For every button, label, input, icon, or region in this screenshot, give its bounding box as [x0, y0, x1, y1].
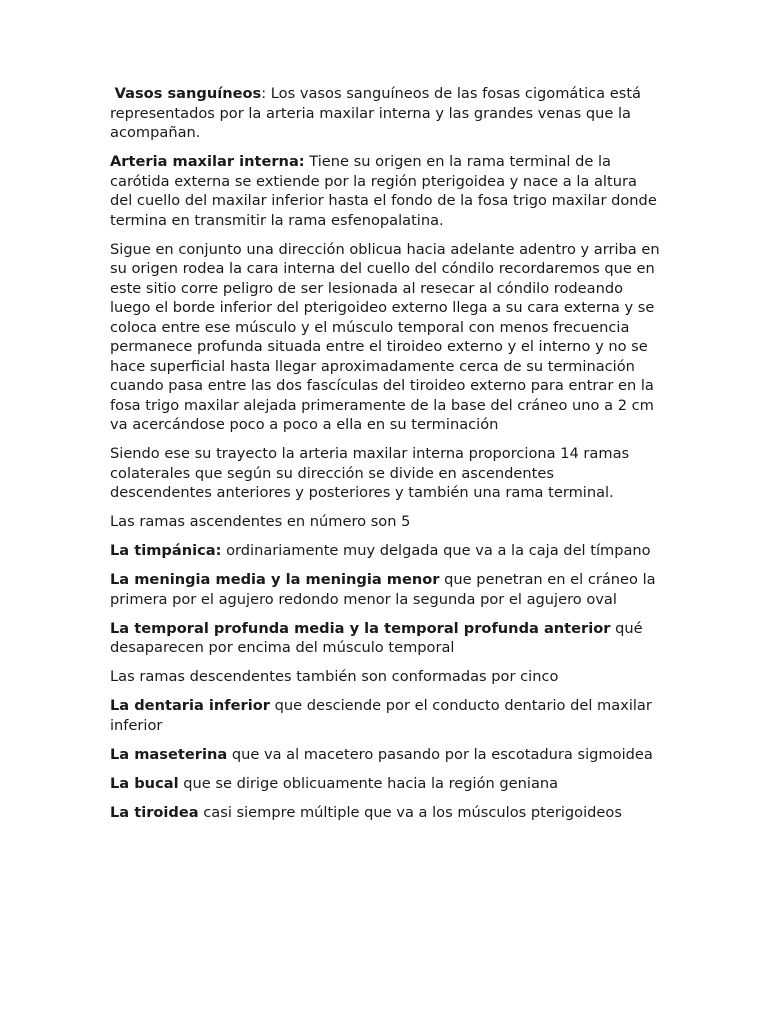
- heading-meningia: La meningia media y la meningia menor: [110, 571, 440, 588]
- heading-timpanica: La timpánica:: [110, 542, 222, 559]
- heading-temporal-profunda: La temporal profunda media y la temporal profunda anterior: [110, 619, 611, 637]
- paragraph-text: que desciende por el conducto dentario del maxilar inferior: [110, 697, 652, 734]
- document-page: [110, 84, 660, 832]
- heading-bucal: La bucal: [110, 774, 179, 792]
- paragraph-text: qué desaparecen por encima del músculo temporal: [110, 619, 643, 656]
- heading-tiroidea: La tiroidea: [110, 803, 199, 821]
- paragraph-timpanica: [110, 541, 660, 561]
- paragraph-dentaria: [110, 696, 660, 735]
- paragraph-text: casi siempre múltiple que va a los músculos pterigoideos: [198, 803, 622, 821]
- paragraph-text: Tiene su origen en la rama terminal de la carótida externa se extiende por la región pterigoidea y nace a la altura del cuello del maxilar inferior hasta el fondo de la fosa trigo maxilar donde termina en transmitir la rama esfenopalatina.: [110, 153, 657, 229]
- heading-dentaria: La dentaria inferior: [110, 697, 270, 714]
- heading-maseterina: La maseterina: [110, 745, 228, 763]
- paragraph-temporal-profunda: [110, 619, 660, 658]
- heading-arteria-maxilar: Arteria maxilar interna:: [110, 153, 305, 170]
- paragraph-maseterina: [110, 745, 660, 765]
- paragraph-text: Sigue en conjunto una dirección oblicua hacia adelante adentro y arriba en su origen rodea la cara interna del cuello del cóndilo recordaremos que en este sitio corre peligro de ser lesionada al resecar al cóndilo rodeando luego el borde inferior del pterigoideo externo llega a su cara externa y se coloca entre ese músculo y el músculo temporal con menos frecuencia permanece profunda situada entre el tiroideo externo y el interno y no se hace superficial hasta llegar aproximadamente cerca de su terminación cuando pasa entre las dos fascículas del tiroideo externo para entrar en la fosa trigo maxilar alejada primeramente de la base del cráneo uno a 2 cm va acercándose poco a poco a ella en su terminación: [110, 240, 660, 433]
- paragraph-text: que se dirige oblicuamente hacia la región geniana: [178, 774, 559, 792]
- paragraph-text: Siendo ese su trayecto la arteria maxilar interna proporciona 14 ramas colaterales que según su dirección se divide en ascendentes descendentes anteriores y posteriores y también una rama terminal.: [110, 445, 630, 501]
- paragraph-meningia: [110, 570, 660, 609]
- paragraph-bucal: [110, 774, 660, 794]
- paragraph-trayecto: [110, 444, 660, 503]
- paragraph-text: : Los vasos sanguíneos de las fosas cigomática está representados por la arteria maxilar interna y las grandes venas que la acompañan.: [110, 85, 641, 141]
- paragraph-ramas-ascendentes: [110, 512, 660, 532]
- paragraph-direccion: [110, 240, 660, 435]
- paragraph-text: que penetran en el cráneo la primera por el agujero redondo menor la segunda por el agujero oval: [110, 571, 656, 608]
- paragraph-ramas-descendentes: [110, 667, 660, 687]
- paragraph-tiroidea: [110, 803, 660, 823]
- paragraph-text: Las ramas ascendentes en número son 5: [110, 513, 411, 530]
- heading-vasos-sanguineos: Vasos sanguíneos: [114, 85, 262, 102]
- paragraph-text: que va al macetero pasando por la escotadura sigmoidea: [227, 745, 653, 763]
- paragraph-vasos-sanguineos: [110, 84, 660, 143]
- paragraph-text: Las ramas descendentes también son conformadas por cinco: [110, 668, 559, 685]
- paragraph-arteria-maxilar: [110, 152, 660, 230]
- paragraph-text: ordinariamente muy delgada que va a la caja del tímpano: [221, 542, 651, 559]
